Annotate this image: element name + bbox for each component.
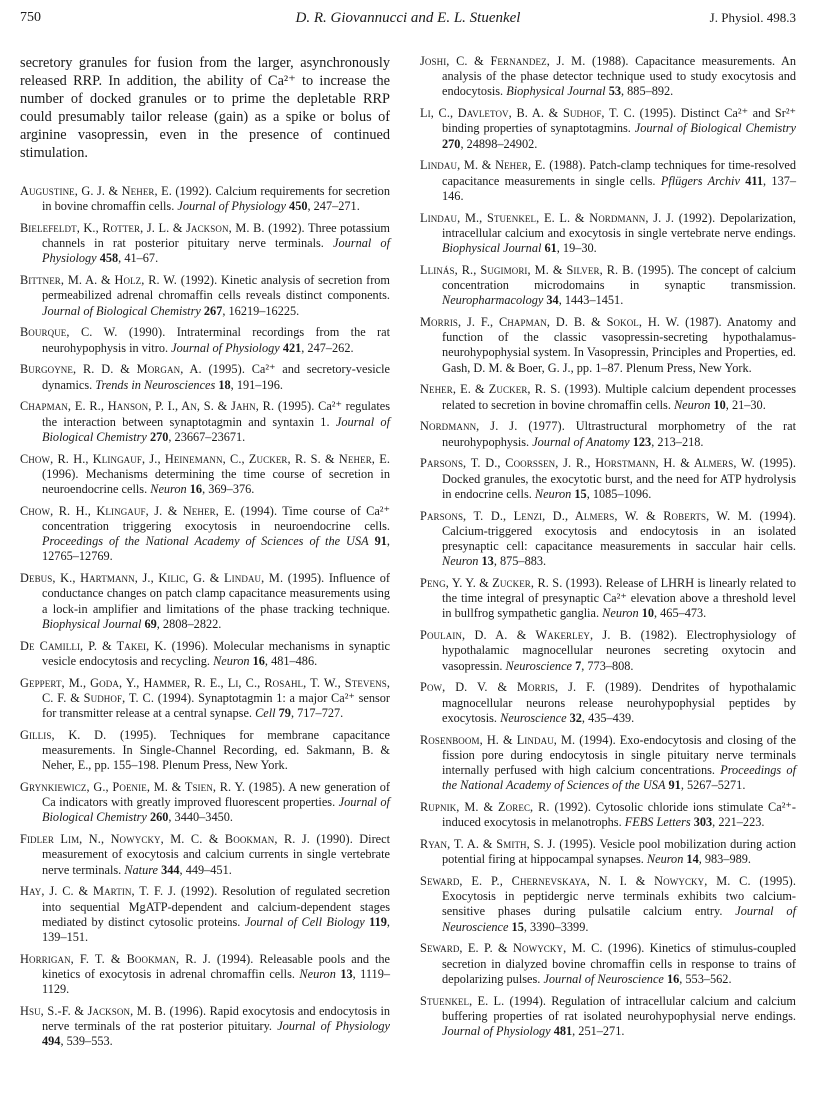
reference-volume: 79 [278, 706, 291, 721]
page-number: 750 [20, 10, 41, 25]
reference-journal: Journal of Biological Chemistry [42, 303, 201, 318]
reference-volume: 411 [745, 173, 764, 188]
reference-journal: Cell [255, 706, 276, 721]
reference-pages: 21–30. [731, 397, 766, 412]
reference-pages: 3390–3399. [530, 919, 589, 934]
reference-journal: Journal of Cell Biology [244, 914, 365, 929]
reference-pages: 221–223. [718, 815, 765, 830]
reference-entry: Poulain, D. A. & Wakerley, J. B. (1982). Electrophysiology of hypothalamic magnocellular neurones secreting oxytocin and vasopressin. Neuroscience 7, 773–808. [420, 628, 796, 673]
reference-title: A new generation of Ca indicators with greatly improved fluorescent properties. [42, 780, 390, 810]
reference-authors: Ryan, T. A. & Smith, S. J. (1995). [420, 837, 596, 852]
reference-journal: Neuron [299, 967, 336, 982]
reference-authors: Horrigan, F. T. & Bookman, R. J. (1994). [20, 951, 254, 966]
reference-entry: Li, C., Davletov, B. A. & Sudhof, T. C. (1995). Distinct Ca²⁺ and Sr²⁺ binding properties of synaptotagmins. Journal of Biological Chemistry 270, 24898–24902. [420, 106, 797, 151]
reference-volume: 13 [340, 967, 353, 982]
reference-entry: Pow, D. V. & Morris, J. F. (1989). Dendrites of hypothalamic magnocellular neurons release neurohypophysial peptides by exocytosis. Neuroscience 32, 435–439. [420, 680, 797, 725]
reference-volume: 32 [569, 710, 582, 725]
reference-entry: Joshi, C. & Fernandez, J. M. (1988). Capacitance measurements. An analysis of the phase detector technique used to study exocytosis and endocytosis. Biophysical Journal 53, 885–892. [420, 54, 796, 99]
reference-volume: 91 [374, 534, 387, 549]
reference-title: Techniques for membrane capacitance measurements. In Single-Channel Recording, ed. Sakmann, B. & Neher, E., pp. 155–198. Plenum Press, New York. [42, 727, 390, 773]
reference-pages: 369–376. [208, 482, 255, 497]
reference-title: Time course of Ca²⁺ concentration triggering exocytosis in neuroendocrine cells. [42, 503, 390, 534]
reference-pages: 16219–16225. [228, 303, 300, 318]
reference-volume: 15 [574, 486, 587, 501]
reference-journal: Journal of Physiology [171, 340, 280, 355]
reference-pages: 1085–1096. [592, 486, 652, 501]
reference-title: Distinct Ca²⁺ and Sr²⁺ binding properties of synaptotagmins. [442, 106, 796, 136]
reference-authors: Pow, D. V. & Morris, J. F. (1989). [420, 680, 642, 695]
reference-volume: 91 [668, 778, 681, 793]
reference-entry: Debus, K., Hartmann, J., Kilic, G. & Lindau, M. (1995). Influence of conductance changes on patch clamp capacitance measurements using a lock-in amplifier and limitations of the phase tracking technique. Biophysical Journal 69, 2808–2822. [20, 571, 391, 631]
reference-journal: Neuron [602, 606, 639, 621]
reference-entry: De Camilli, P. & Takei, K. (1996). Molecular mechanisms in synaptic vesicle endocytosis and recycling. Neuron 16, 481–486. [20, 638, 390, 668]
reference-title: Cytosolic chloride ions stimulate Ca²⁺-induced exocytosis in melanotrophs. [442, 800, 796, 830]
reference-entry: Parsons, T. D., Lenzi, D., Almers, W. & Roberts, W. M. (1994). Calcium-triggered exocytosis and endocytosis in an isolated presynaptic cell: capacitance measurements in saccular hair cells. Neuron 13, 875–883. [420, 508, 796, 569]
reference-pages: 539–553. [66, 1034, 113, 1049]
reference-authors: Poulain, D. A. & Wakerley, J. B. (1982). [420, 628, 678, 643]
reference-volume: 16 [189, 482, 203, 497]
reference-journal: Journal of Neuroscience [442, 904, 796, 934]
reference-authors: Debus, K., Hartmann, J., Kilic, G. & Lindau, M. (1995). [20, 571, 325, 586]
reference-entry: Nordmann, J. J. (1977). Ultrastructural morphometry of the rat neurohypophysis. Journal of Anatomy 123, 213–218. [420, 419, 796, 449]
reference-volume: 421 [282, 340, 302, 355]
reference-authors: Lindau, M., Stuenkel, E. L. & Nordmann, J. J. (1992). [420, 210, 716, 225]
reference-journal: Journal of Neuroscience [543, 971, 664, 986]
reference-list-left [20, 184, 390, 1050]
reference-authors: Parsons, T. D., Lenzi, D., Almers, W. & Roberts, W. M. (1994). [420, 508, 796, 523]
reference-volume: 69 [144, 616, 157, 631]
reference-volume: 53 [608, 84, 621, 99]
page-header [20, 10, 796, 32]
reference-pages: 773–808. [587, 658, 634, 673]
reference-title: Docked granules, the exocytotic burst, and the need for ATP hydrolysis in endocrine cells. [442, 471, 796, 501]
reference-title: Ultrastructural morphometry of the rat neurohypophysis. [442, 419, 796, 449]
reference-volume: 267 [203, 303, 223, 318]
reference-journal: Journal of Physiology [277, 1019, 391, 1034]
reference-authors: Fidler Lim, N., Nowycky, M. C. & Bookman, R. J. (1990). [20, 832, 353, 847]
reference-volume: 481 [553, 1024, 573, 1039]
reference-journal: Journal of Biological Chemistry [42, 414, 390, 444]
reference-entry: Hsu, S.-F. & Jackson, M. B. (1996). Rapid exocytosis and endocytosis in nerve terminals of the rat posterior pituitary. Journal of Physiology 494, 539–553. [20, 1004, 391, 1049]
reference-journal: Trends in Neurosciences [95, 377, 216, 392]
reference-journal: Journal of Anatomy [532, 434, 630, 449]
reference-pages: 19–30. [562, 241, 597, 256]
reference-title: Three potassium channels in rat posterior pituitary nerve terminals. [42, 221, 390, 251]
reference-authors: Chapman, E. R., Hanson, P. I., An, S. & Jahn, R. (1995). [20, 399, 315, 414]
reference-entry: Neher, E. & Zucker, R. S. (1993). Multiple calcium dependent processes related to secretion in bovine chromaffin cells. Neuron 10, 21–30. [420, 382, 797, 412]
reference-authors: Parsons, T. D., Coorssen, J. R., Horstmann, H. & Almers, W. (1995). [420, 456, 796, 471]
reference-pages: 3440–3450. [174, 810, 233, 825]
reference-authors: Morris, J. F., Chapman, D. B. & Sokol, H. W. (1987). [420, 315, 722, 330]
reference-pages: 553–562. [685, 971, 732, 986]
reference-pages: 465–473. [660, 606, 707, 621]
reference-entry: Peng, Y. Y. & Zucker, R. S. (1993). Release of LHRH is linearly related to the time integral of presynaptic Ca²⁺ elevation above a threshold level in bullfrog sympathetic ganglia. Neuron 10, 465–473. [420, 576, 796, 621]
reference-volume: 119 [369, 914, 387, 929]
reference-volume: 16 [252, 653, 265, 668]
reference-volume: 61 [544, 241, 557, 256]
reference-authors: Peng, Y. Y. & Zucker, R. S. (1993). [420, 576, 603, 591]
reference-pages: 213–218. [657, 434, 704, 449]
reference-title: Kinetics of stimulus-coupled secretion in dialyzed bovine chromaffin cells in response to trains of depolarizing pulses. [442, 941, 797, 986]
reference-pages: 24898–24902. [466, 136, 538, 151]
reference-journal: Journal of Biological Chemistry [634, 121, 797, 136]
reference-journal: Neuron [673, 397, 711, 412]
reference-title: Vesicle pool mobilization during action potential firing at hippocampal synapses. [442, 837, 797, 867]
running-head-authors: D. R. Giovannucci and E. L. Stuenkel [295, 10, 521, 26]
reference-entry: Chow, R. H., Klingauf, J. & Neher, E. (1994). Time course of Ca²⁺ concentration triggering exocytosis in neuroendocrine cells. Proceedings of the National Academy of Sciences of the USA 91, 12765–12769. [20, 503, 390, 564]
reference-title: Release of LHRH is linearly related to the time integral of presynaptic Ca²⁺ elevation above a threshold level in bullfrog sympathetic ganglia. [442, 576, 796, 621]
reference-volume: 450 [289, 199, 308, 214]
reference-journal: Neuron [213, 653, 250, 668]
reference-pages: 885–892. [627, 84, 674, 99]
reference-authors: Joshi, C. & Fernandez, J. M. (1988). [420, 54, 629, 68]
reference-volume: 458 [99, 251, 119, 266]
reference-journal: Biophysical Journal [506, 84, 606, 99]
reference-authors: Li, C., Davletov, B. A. & Sudhof, T. C. (1995). [420, 106, 677, 121]
reference-entry: Chow, R. H., Klingauf, J., Heinemann, C., Zucker, R. S. & Neher, E. (1996). Mechanisms determining the time course of secretion in neuroendocrine cells. Neuron 16, 369–376. [20, 451, 390, 497]
reference-authors: Burgoyne, R. D. & Morgan, A. (1995). [20, 362, 245, 377]
reference-volume: 14 [686, 852, 699, 867]
reference-pages: 435–439. [588, 710, 635, 725]
reference-volume: 344 [161, 862, 180, 877]
reference-title: Ca²⁺ and secretory-vesicle dynamics. [42, 362, 390, 392]
reference-authors: Lindau, M. & Neher, E. (1988). [420, 158, 586, 173]
left-column [20, 54, 390, 1056]
reference-title: Releasable pools and the kinetics of exocytosis in adrenal chromaffin cells. [42, 951, 390, 982]
reference-authors: Chow, R. H., Klingauf, J., Heinemann, C., Zucker, R. S. & Neher, E. (1996). [20, 451, 390, 481]
reference-entry [420, 315, 796, 376]
reference-entry: Lindau, M., Stuenkel, E. L. & Nordmann, J. J. (1992). Depolarization, intracellular calcium and exocytosis in single vertebrate nerve endings. Biophysical Journal 61, 19–30. [420, 210, 796, 256]
reference-entry: Parsons, T. D., Coorssen, J. R., Horstmann, H. & Almers, W. (1995). Docked granules, the exocytotic burst, and the need for ATP hydrolysis in endocrine cells. Neuron 15, 1085–1096. [420, 456, 796, 501]
reference-journal: Journal of Biological Chemistry [42, 795, 390, 825]
reference-pages: 139–151. [42, 930, 89, 945]
reference-journal: Neuroscience [505, 658, 572, 673]
reference-volume: 270 [442, 136, 461, 151]
reference-authors: Rosenboom, H. & Lindau, M. (1994). [420, 732, 616, 747]
reference-pages: 251–271. [578, 1024, 625, 1039]
reference-journal: FEBS Letters [624, 815, 691, 830]
reference-journal: Neuron [150, 482, 187, 497]
reference-entry: Grynkiewicz, G., Poenie, M. & Tsien, R. Y. (1985). A new generation of Ca indicators with greatly improved fluorescent properties. Journal of Biological Chemistry 260, 3440–3450. [20, 780, 390, 825]
reference-volume: 10 [641, 606, 654, 621]
reference-entry: Seward, E. P., Chernevskaya, N. I. & Nowycky, M. C. (1995). Exocytosis in peptidergic nerve terminals exhibits two calcium-sensitive phases during pulsatile calcium entry. Journal of Neuroscience 15, 3390–3399. [420, 874, 796, 934]
reference-title: Kinetic analysis of secretion from permeabilized adrenal chromaffin cells reveals distinct components. [42, 273, 390, 303]
reference-authors: Hsu, S.-F. & Jackson, M. B. (1996). [20, 1004, 207, 1019]
reference-title: Depolarization, intracellular calcium and exocytosis in single vertebrate nerve endings. [442, 210, 796, 240]
reference-entry: Horrigan, F. T. & Bookman, R. J. (1994). Releasable pools and the kinetics of exocytosis in adrenal chromaffin cells. Neuron 13, 1119–1129. [20, 951, 390, 997]
reference-journal: Biophysical Journal [42, 616, 142, 631]
reference-entry: Lindau, M. & Neher, E. (1988). Patch-clamp techniques for time-resolved capacitance measurements in single cells. Pflügers Archiv 411, 137–146. [420, 158, 797, 203]
reference-journal: Neuroscience [500, 710, 567, 725]
reference-entry: Hay, J. C. & Martin, T. F. J. (1992). Resolution of regulated secretion into sequential MgATP-dependent and calcium-dependent stages mediated by distinct cytosolic proteins. Journal of Cell Biology 119, 139–151. [20, 884, 391, 945]
reference-title: Multiple calcium dependent processes related to secretion in bovine chromaffin cells. [442, 382, 797, 412]
reference-entry: Llinás, R., Sugimori, M. & Silver, R. B. (1995). The concept of calcium concentration microdomains in synaptic transmission. Neuropharmacology 34, 1443–1451. [420, 262, 796, 308]
reference-pages: 1119–1129. [42, 967, 390, 997]
reference-title: Molecular mechanisms in synaptic vesicle endocytosis and recycling. [42, 638, 390, 668]
reference-volume: 16 [666, 971, 680, 986]
reference-pages: 247–262. [307, 340, 354, 355]
reference-authors: Seward, E. P., Chernevskaya, N. I. & Nowycky, M. C. (1995). [420, 874, 796, 889]
reference-pages: 23667–23671. [174, 429, 246, 444]
reference-authors: Bourque, C. W. (1990). [20, 325, 166, 340]
reference-pages: 983–989. [704, 852, 751, 867]
reference-volume: 303 [693, 815, 713, 830]
reference-volume: 10 [713, 397, 726, 412]
reference-title: Influence of conductance changes on patch clamp capacitance measurements using a lock-in amplifier and limitations of the phase tracking technique. [42, 571, 391, 616]
reference-journal: Journal of Physiology [442, 1024, 551, 1039]
reference-volume: 270 [149, 429, 169, 444]
reference-entry: Burgoyne, R. D. & Morgan, A. (1995). Ca²⁺ and secretory-vesicle dynamics. Trends in Neurosciences 18, 191–196. [20, 362, 390, 392]
reference-volume: 7 [575, 658, 582, 673]
reference-title: Regulation of intracellular calcium and calcium buffering properties of rat isolated neurohypophysial nerve endings. [442, 993, 796, 1023]
reference-entry: Rupnik, M. & Zorec, R. (1992). Cytosolic chloride ions stimulate Ca²⁺-induced exocytosis in melanotrophs. FEBS Letters 303, 221–223. [420, 800, 796, 830]
reference-title: Exo-endocytosis and closing of the fission pore during endocytosis in single pituitary nerve terminals internally perfused with high calcium concentrations. [442, 732, 796, 778]
reference-journal: Proceedings of the National Academy of Sciences of the USA [442, 763, 796, 793]
reference-entry: Chapman, E. R., Hanson, P. I., An, S. & Jahn, R. (1995). Ca²⁺ regulates the interaction between synaptotagmin and syntaxin 1. Journal of Biological Chemistry 270, 23667–23671. [20, 399, 390, 444]
reference-journal: Journal of Physiology [42, 236, 390, 266]
reference-entry: Bittner, M. A. & Holz, R. W. (1992). Kinetic analysis of secretion from permeabilized adrenal chromaffin cells reveals distinct components. Journal of Biological Chemistry 267, 16219–16225. [20, 273, 390, 318]
reference-authors: Bielefeldt, K., Rotter, J. L. & Jackson, M. B. (1992). [20, 221, 305, 235]
reference-entry: Ryan, T. A. & Smith, S. J. (1995). Vesicle pool mobilization during action potential firing at hippocampal synapses. Neuron 14, 983–989. [420, 837, 797, 867]
reference-title: Patch-clamp techniques for time-resolved capacitance measurements in single cells. [442, 158, 797, 188]
reference-authors: Llinás, R., Sugimori, M. & Silver, R. B. (1995). [420, 262, 675, 277]
reference-entry: Rosenboom, H. & Lindau, M. (1994). Exo-endocytosis and closing of the fission pore during endocytosis in single pituitary nerve terminals internally perfused with high calcium concentrations. Proceedings of the National Academy of Sciences of the USA 91, 5267–5271. [420, 732, 796, 793]
reference-entry: Stuenkel, E. L. (1994). Regulation of intracellular calcium and calcium buffering properties of rat isolated neurohypophysial nerve endings. Journal of Physiology 481, 251–271. [420, 993, 796, 1039]
reference-entry: Seward, E. P. & Nowycky, M. C. (1996). Kinetics of stimulus-coupled secretion in dialyzed bovine chromaffin cells in response to trains of depolarizing pulses. Journal of Neuroscience 16, 553–562. [420, 941, 797, 986]
reference-authors: Bittner, M. A. & Holz, R. W. (1992). [20, 273, 218, 288]
reference-pages: 717–727. [297, 706, 344, 721]
reference-title: Intraterminal recordings from the rat neurohypophysis in vitro. [42, 325, 390, 355]
reference-title: Electrophysiology of hypothalamic magnocellular neurones secreting oxytocin and vasopressin. [442, 628, 796, 673]
reference-journal: Neuron [534, 486, 572, 501]
reference-volume: 18 [218, 377, 231, 392]
reference-title: Rapid exocytosis and endocytosis in nerve terminals of the rat posterior pituitary. [42, 1004, 391, 1034]
reference-authors: Chow, R. H., Klingauf, J. & Neher, E. (1994). [20, 503, 278, 518]
reference-entry: Geppert, M., Goda, Y., Hammer, R. E., Li, C., Rosahl, T. W., Stevens, C. F. & Sudhof, T. C. (1994). Synaptotagmin 1: a major Ca²⁺ sensor for transmitter release at a central synapse. Cell 79, 717–727. [20, 675, 390, 721]
reference-journal: Proceedings of the National Academy of Sciences of the USA [42, 534, 369, 549]
reference-pages: 247–271. [313, 199, 360, 214]
reference-title: Dendrites of hypothalamic magnocellular neurons release neurohypophysial peptides by exocytosis. [442, 680, 797, 725]
reference-authors: Rupnik, M. & Zorec, R. (1992). [420, 800, 592, 815]
running-head-journal: J. Physiol. 498.3 [709, 10, 796, 25]
reference-volume: 34 [546, 293, 559, 308]
reference-volume: 260 [149, 810, 169, 825]
reference-pages: 191–196. [236, 377, 283, 392]
reference-volume: 123 [632, 434, 652, 449]
reference-authors: Grynkiewicz, G., Poenie, M. & Tsien, R. Y. (1985). [20, 780, 286, 795]
reference-title: Direct measurement of exocytosis and calcium currents in single vertebrate nerve terminals. [42, 832, 390, 877]
reference-journal: Pflügers Archiv [660, 173, 740, 188]
reference-authors: Augustine, G. J. & Neher, E. (1992). [20, 184, 212, 198]
reference-authors: De Camilli, P. & Takei, K. (1996). [20, 638, 209, 653]
reference-journal: Nature [124, 862, 158, 877]
reference-authors: Seward, E. P. & Nowycky, M. C. (1996). [420, 941, 645, 956]
reference-journal: Neuropharmacology [442, 293, 544, 308]
reference-volume: 15 [511, 919, 524, 934]
reference-title: Ca²⁺ regulates the interaction between synaptotagmin and syntaxin 1. [42, 399, 390, 429]
reference-list-right [420, 54, 796, 1039]
reference-journal: Journal of Physiology [177, 199, 286, 214]
reference-authors: Hay, J. C. & Martin, T. F. J. (1992). [20, 884, 218, 899]
reference-title: Capacitance measurements. An analysis of the phase detector technique used to study exocytosis and endocytosis. [442, 54, 796, 99]
reference-entry: Bourque, C. W. (1990). Intraterminal recordings from the rat neurohypophysis in vitro. Journal of Physiology 421, 247–262. [20, 325, 390, 355]
reference-pages: 137–146. [442, 173, 797, 203]
reference-pages: 2808–2822. [162, 616, 222, 631]
reference-title: Exocytosis in peptidergic nerve terminals exhibits two calcium-sensitive phases during pulsatile calcium entry. [442, 889, 796, 919]
reference-authors: Geppert, M., Goda, Y., Hammer, R. E., Li, C., Rosahl, T. W., Stevens, C. F. & Sudhof, T. C. (1994). [20, 675, 390, 705]
reference-authors: Gillis, K. D. (1995). [20, 727, 157, 742]
reference-title: Resolution of regulated secretion into sequential MgATP-dependent and calcium-dependent stages mediated by distinct cytosolic proteins. [42, 884, 391, 929]
reference-journal: Neuron [646, 852, 684, 867]
reference-entry [20, 728, 390, 774]
reference-title: Anatomy and function of the classic vasopressin-secreting hypothalamus-neurohypophysial system. In Vasopressin, Principles and Properties, ed. Gash, D. M. & Boer, G. J., pp. 1–87. Plenum Press, New York. [442, 315, 796, 375]
reference-pages: 12765–12769. [42, 549, 113, 564]
reference-entry: Augustine, G. J. & Neher, E. (1992). Calcium requirements for secretion in bovine chromaffin cells. Journal of Physiology 450, 247–271. [20, 184, 390, 214]
reference-entry: Bielefeldt, K., Rotter, J. L. & Jackson, M. B. (1992). Three potassium channels in rat posterior pituitary nerve terminals. Journal of Physiology 458, 41–67. [20, 221, 390, 266]
reference-title: The concept of calcium concentration microdomains in synaptic transmission. [442, 262, 796, 293]
reference-journal: Neuron [442, 554, 479, 569]
right-column [420, 54, 796, 1046]
reference-title: Mechanisms determining the time course of secretion in neuroendocrine cells. [42, 466, 390, 497]
reference-entry: Fidler Lim, N., Nowycky, M. C. & Bookman, R. J. (1990). Direct measurement of exocytosis and calcium currents in single vertebrate nerve terminals. Nature 344, 449–451. [20, 832, 390, 877]
reference-pages: 1443–1451. [564, 293, 624, 308]
reference-volume: 494 [42, 1034, 61, 1049]
body-paragraph: secretory granules for fusion from the larger, asynchronously released RRP. In addition, the ability of Ca²⁺ to increase the number of docked granules or to prime the depletable RRP could presumably tailor release (gain) as a spike or bolus of arginine vasopressin, even in the presence of continued stimulation. [20, 55, 390, 161]
reference-title: Calcium requirements for secretion in bovine chromaffin cells. [42, 184, 390, 214]
reference-pages: 875–883. [499, 554, 547, 569]
reference-title: Calcium-triggered exocytosis and endocytosis in an isolated presynaptic cell: capacitance measurements in saccular hair cells. [442, 523, 796, 554]
reference-authors: Stuenkel, E. L. (1994). [420, 993, 547, 1008]
reference-authors: Neher, E. & Zucker, R. S. (1993). [420, 382, 602, 397]
reference-journal: Biophysical Journal [442, 241, 542, 256]
reference-authors: Nordmann, J. J. (1977). [420, 419, 565, 434]
reference-pages: 41–67. [124, 251, 159, 266]
reference-pages: 5267–5271. [686, 778, 746, 793]
reference-volume: 13 [481, 554, 494, 569]
reference-pages: 481–486. [271, 653, 318, 668]
reference-pages: 449–451. [185, 862, 232, 877]
reference-title: Synaptotagmin 1: a major Ca²⁺ sensor for transmitter release at a central synapse. [42, 690, 390, 721]
